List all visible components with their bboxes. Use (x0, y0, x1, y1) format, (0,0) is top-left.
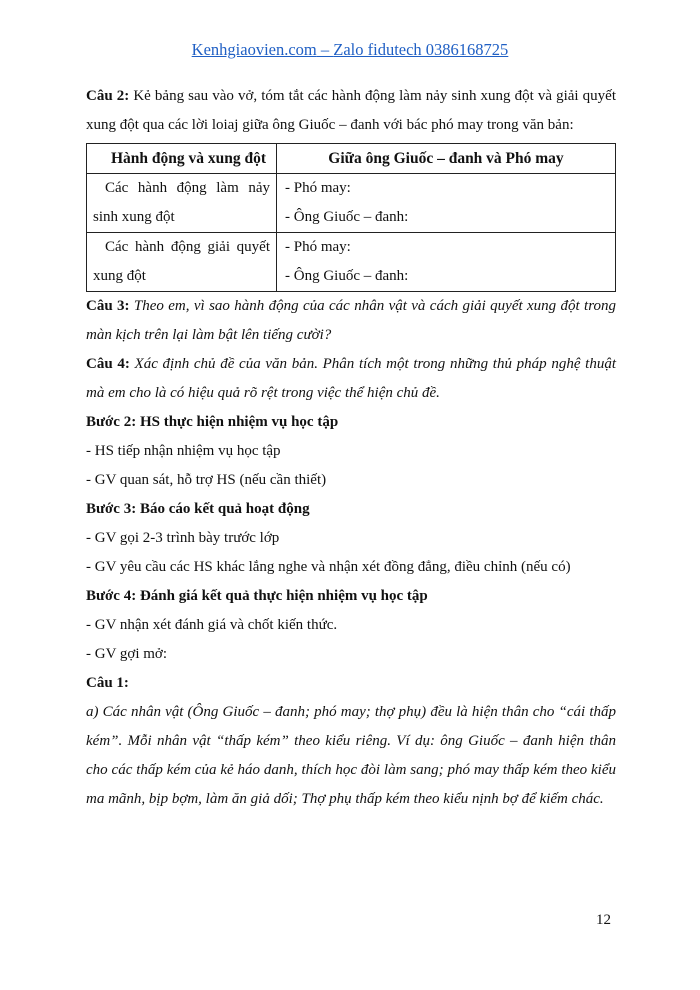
row-2-ong-giuoc-danh: - Ông Giuốc – đanh: (285, 268, 409, 284)
table-header-characters: Giữa ông Giuốc – đanh và Phó may (277, 144, 616, 174)
step-4-item: - GV gợi mở: (86, 646, 168, 662)
step-2-item: - HS tiếp nhận nhiệm vụ học tập (86, 443, 281, 459)
row-1-ong-giuoc-danh: - Ông Giuốc – đanh: (285, 209, 409, 225)
answer-1-label: Câu 1: (86, 675, 129, 691)
step-4-item: - GV nhận xét đánh giá và chốt kiến thức. (86, 617, 338, 633)
question-2-label: Câu 2: (86, 88, 130, 104)
table-cell-conflict-resolve: Các hành động giải quyết xung đột (87, 233, 277, 292)
page-header (0, 40, 700, 60)
question-4 (86, 350, 616, 408)
step-3-item: - GV yêu cầu các HS khác lắng nghe và nhận xét đồng đẳng, điều chỉnh (nếu có) (86, 559, 571, 575)
table-cell-conflict-resolve-detail (277, 233, 616, 292)
question-3-text: Theo em, vì sao hành động của các nhân vật và cách giải quyết xung đột trong màn kịch trên lại làm bật lên tiếng cười? (86, 298, 617, 343)
step-4-title: Bước 4: Đánh giá kết quả thực hiện nhiệm vụ học tập (86, 588, 428, 604)
page-number: 12 (596, 912, 611, 928)
question-3-label: Câu 3: (86, 298, 130, 314)
table-header-row (87, 144, 616, 174)
step-2-title: Bước 2: HS thực hiện nhiệm vụ học tập (86, 414, 339, 430)
step-3-item: - GV gọi 2-3 trình bày trước lớp (86, 530, 280, 546)
step-3-title: Bước 3: Báo cáo kết quả hoạt động (86, 501, 310, 517)
table-row (87, 233, 616, 292)
table-cell-conflict-arise: Các hành động làm nảy sinh xung đột (87, 174, 277, 233)
row-1-pho-may: - Phó may: (285, 180, 351, 196)
table-header-actions: Hành động và xung đột (87, 144, 277, 174)
question-2-text: Kẻ bảng sau vào vở, tóm tắt các hành động làm nảy sinh xung đột và giải quyết xung đột qua các lời loiaj giữa ông Giuốc – đanh với bác phó may trong văn bản: (86, 88, 617, 133)
step-2-item: - GV quan sát, hỗ trợ HS (nếu cần thiết) (86, 472, 327, 488)
contact-link[interactable]: Zalo fidutech 0386168725 (333, 40, 509, 59)
document-body (86, 82, 616, 814)
answer-1-text: a) Các nhân vật (Ông Giuốc – đanh; phó may; thợ phụ) đều là hiện thân cho “cái thấp kém”. Mỗi nhân vật “thấp kém” theo kiểu riêng. Ví dụ: ông Giuốc – đanh hiện thân cho các thấp kém của kẻ háo danh, thích học đòi làm sang; phó may thấp kém theo kiểu ma mãnh, bịp bợm, làm ăn giả dối; Thợ phụ thấp kém theo kiểu nịnh bợ để kiếm chác. (86, 704, 616, 807)
table-cell-conflict-arise-detail (277, 174, 616, 233)
header-separator: – (316, 40, 334, 59)
question-4-label: Câu 4: (86, 356, 130, 372)
summary-table (86, 143, 616, 292)
question-3 (86, 292, 616, 350)
row-2-pho-may: - Phó may: (285, 239, 351, 255)
question-2 (86, 82, 616, 140)
site-link[interactable]: Kenhgiaovien.com (191, 40, 317, 59)
question-4-text: Xác định chủ đề của văn bản. Phân tích một trong những thủ pháp nghệ thuật mà em cho là có hiệu quả rõ rệt trong việc thể hiện chủ đề. (86, 356, 616, 401)
table-row (87, 174, 616, 233)
